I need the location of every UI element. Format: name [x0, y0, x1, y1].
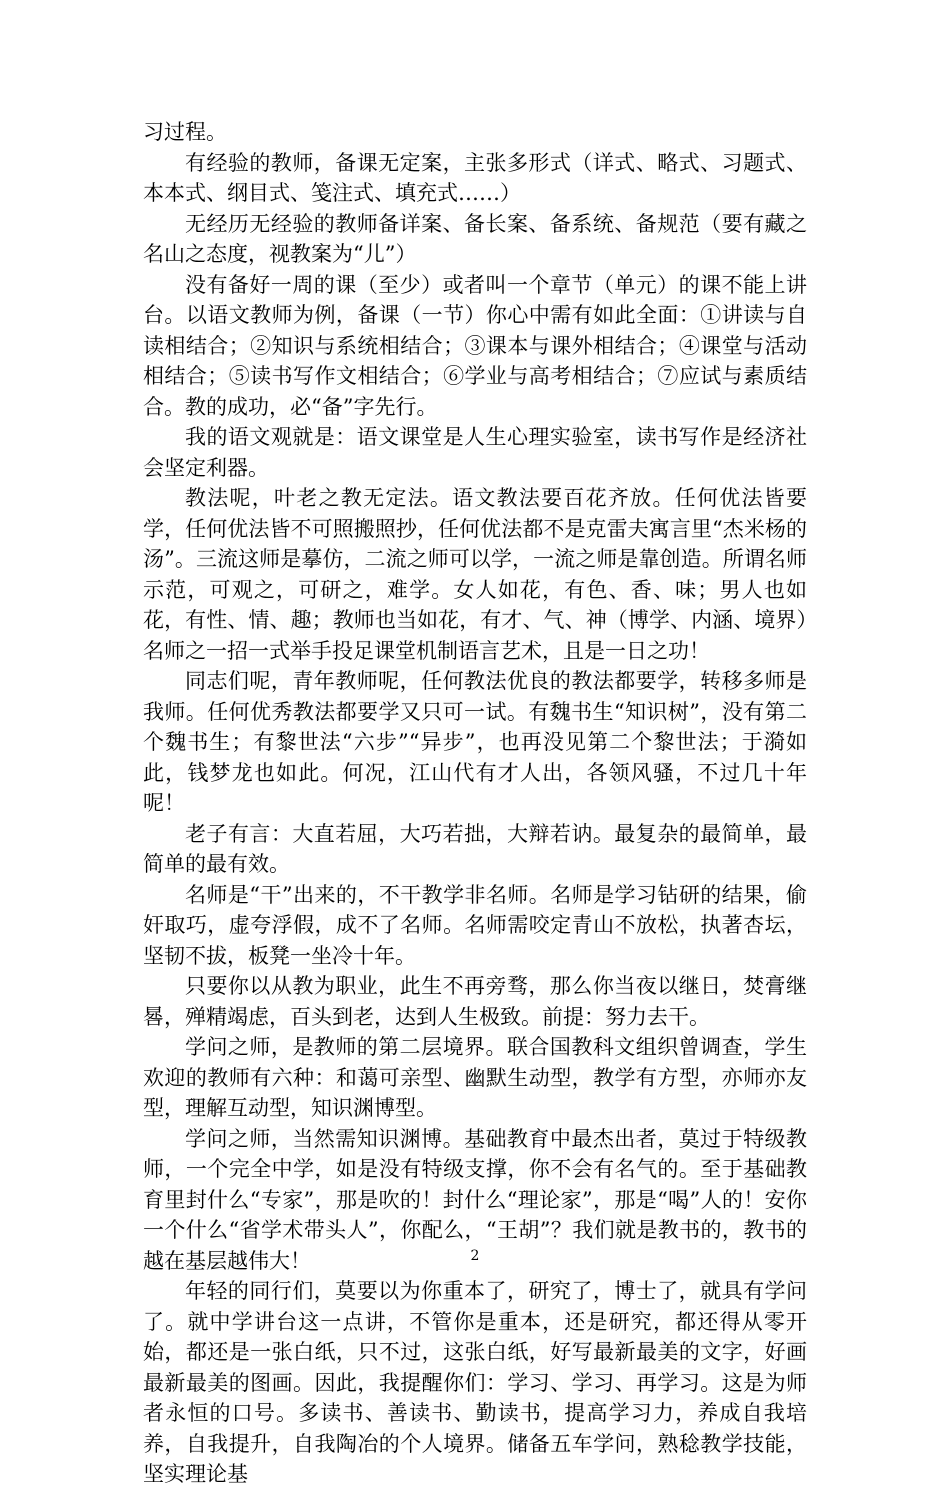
paragraph: 无经历无经验的教师备详案、备长案、备系统、备规范（要有藏之名山之态度，视教案为“儿”）: [143, 211, 807, 266]
paragraph: 老子有言：大直若屈，大巧若拙，大辩若讷。最复杂的最简单，最简单的最有效。: [143, 821, 807, 876]
paragraph: 教法呢，叶老之教无定法。语文教法要百花齐放。任何优法皆要学，任何优法皆不可照搬照抄，任何优法都不是克雷夫寓言里“杰米杨的汤”。三流这师是摹仿，二流之师可以学，一流之师是靠创造。所谓名师示范，可观之，可研之，难学。女人如花，有色、香、味；男人也如花，有性、情、趣；教师也当如花，有才、气、神（博学、内涵、境界）名师之一招一式举手投足课堂机制语言艺术，且是一日之功！: [143, 486, 807, 663]
paragraph: 习过程。: [143, 120, 227, 144]
paragraph: 名师是“干”出来的，不干教学非名师。名师是学习钻研的结果，偷奸取巧，虚夸浮假，成不了名师。名师需咬定青山不放松，执著杏坛，坚韧不拔，板凳一坐冷十年。: [143, 882, 807, 968]
paragraph: 年轻的同行们，莫要以为你重本了，研究了，博士了，就具有学问了。就中学讲台这一点讲，不管你是重本，还是研究，都还得从零开始，都还是一张白纸，只不过，这张白纸，好写最新最美的文字，好画最新最美的图画。因此，我提醒你们：学习、学习、再学习。这是为师者永恒的口号。多读书、善读书、勤读书，提高学习力，养成自我培养，自我提升，自我陶冶的个人境界。储备五车学问，熟稔教学技能，坚实理论基: [143, 1279, 807, 1486]
paragraph: 没有备好一周的课（至少）或者叫一个章节（单元）的课不能上讲台。以语文教师为例，备课（一节）你心中需有如此全面：①讲读与自读相结合；②知识与系统相结合；③课本与课外相结合；④课堂与活动相结合；⑤读书写作文相结合；⑥学业与高考相结合；⑦应试与素质结合。教的成功，必“备”字先行。: [143, 272, 807, 419]
page-number: 2: [470, 1248, 480, 1264]
paragraph: 有经验的教师，备课无定案，主张多形式（详式、略式、习题式、本本式、纲目式、笺注式、填充式……）: [143, 150, 807, 205]
paragraph: 我的语文观就是：语文课堂是人生心理实验室，读书写作是经济社会坚定利器。: [143, 425, 807, 480]
paragraph: 学问之师，是教师的第二层境界。联合国教科文组织曾调查，学生欢迎的教师有六种：和蔼可亲型、幽默生动型，教学有方型，亦师亦友型，理解互动型，知识渊博型。: [143, 1035, 807, 1120]
document-body: [143, 117, 807, 1490]
paragraph: 学问之师，当然需知识渊博。基础教育中最杰出者，莫过于特级教师，一个完全中学，如是没有特级支撑，你不会有名气的。至于基础教育里封什么“专家”，那是吹的！封什么“理论家”，那是“喝”人的！安你一个什么“省学术带头人”，你配么，“王胡”？我们就是教书的，教书的越在基层越伟大！: [143, 1126, 807, 1273]
paragraph: 只要你以从教为职业，此生不再旁骛，那么你当夜以继日，焚膏继晷，殚精竭虑，百头到老，达到人生极致。前提：努力去干。: [143, 974, 807, 1029]
paragraph: 同志们呢，青年教师呢，任何教法优良的教法都要学，转移多师是我师。任何优秀教法都要学又只可一试。有魏书生“知识树”，没有第二个魏书生；有黎世法“六步”“异步”，也再没见第二个黎世法；于漪如此，钱梦龙也如此。何况，江山代有才人出，各领风骚，不过几十年呢！: [143, 669, 807, 815]
